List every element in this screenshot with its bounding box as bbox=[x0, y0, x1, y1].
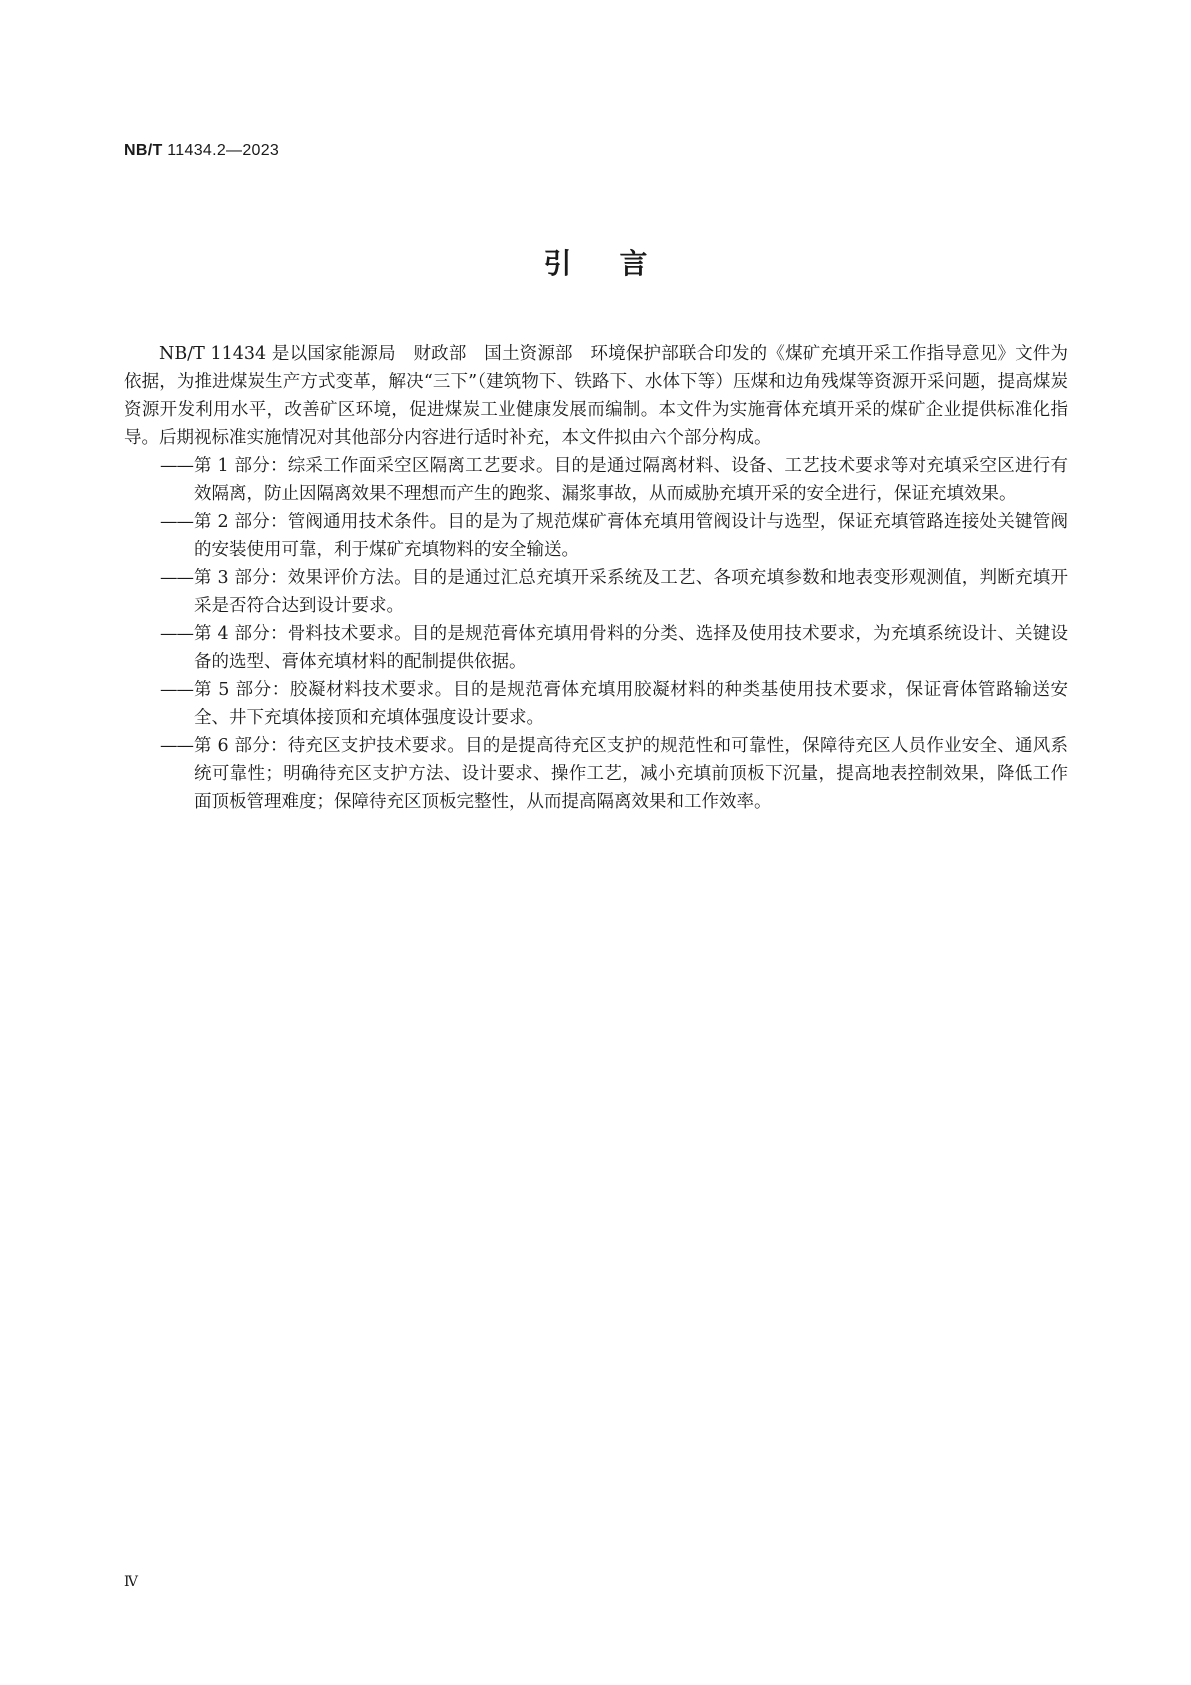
part-6-text: 第 6 部分：待充区支护技术要求。目的是提高待充区支护的规范性和可靠性，保障待充区人员作业安全、通风系统可靠性；明确待充区支护方法、设计要求、操作工艺，减小充填前顶板下沉量，提高地表控制效果，降低工作面顶板管理难度；保障待充区顶板完整性，从而提高隔离效果和工作效率。 bbox=[194, 736, 1068, 812]
standard-code-prefix: NB/T bbox=[124, 142, 163, 159]
list-dash: —— bbox=[160, 680, 193, 700]
page-title: 引言 bbox=[543, 247, 696, 280]
list-item bbox=[124, 508, 1068, 564]
part-3-text: 第 3 部分：效果评价方法。目的是通过汇总充填开采系统及工艺、各项充填参数和地表变形观测值，判断充填开采是否符合达到设计要求。 bbox=[194, 568, 1068, 616]
list-dash: —— bbox=[160, 512, 193, 532]
list-item bbox=[124, 676, 1068, 732]
part-1-text: 第 1 部分：综采工作面采空区隔离工艺要求。目的是通过隔离材料、设备、工艺技术要求等对充填采空区进行有效隔离，防止因隔离效果不理想而产生的跑浆、漏浆事故，从而威胁充填开采的安全进行，保证充填效果。 bbox=[194, 456, 1068, 504]
intro-paragraph: NB/T 11434 是以国家能源局 财政部 国土资源部 环境保护部联合印发的《煤矿充填开采工作指导意见》文件为依据，为推进煤炭生产方式变革，解决“三下”（建筑物下、铁路下、水体下等）压煤和边角残煤等资源开采问题，提高煤炭资源开发利用水平，改善矿区环境，促进煤炭工业健康发展而编制。本文件为实施膏体充填开采的煤矿企业提供标准化指导。后期视标准实施情况对其他部分内容进行适时补充，本文件拟由六个部分构成。 bbox=[124, 344, 1068, 448]
list-dash: —— bbox=[160, 624, 193, 644]
standard-code-number: 11434.2—2023 bbox=[167, 142, 280, 159]
list-item bbox=[124, 620, 1068, 676]
page-number: Ⅳ bbox=[124, 1574, 138, 1590]
list-dash: —— bbox=[160, 736, 193, 756]
list-dash: —— bbox=[160, 568, 193, 588]
part-4-text: 第 4 部分：骨料技术要求。目的是规范膏体充填用骨料的分类、选择及使用技术要求，为充填系统设计、关键设备的选型、膏体充填材料的配制提供依据。 bbox=[194, 624, 1068, 672]
standard-code bbox=[124, 142, 279, 160]
list-item bbox=[124, 564, 1068, 620]
document-body bbox=[124, 340, 1068, 816]
list-item bbox=[124, 452, 1068, 508]
list-dash: —— bbox=[160, 456, 193, 476]
list-item bbox=[124, 732, 1068, 816]
part-5-text: 第 5 部分：胶凝材料技术要求。目的是规范膏体充填用胶凝材料的种类基使用技术要求，保证膏体管路输送安全、井下充填体接顶和充填体强度设计要求。 bbox=[194, 680, 1068, 728]
part-2-text: 第 2 部分：管阀通用技术条件。目的是为了规范煤矿膏体充填用管阀设计与选型，保证充填管路连接处关键管阀的安装使用可靠，利于煤矿充填物料的安全输送。 bbox=[194, 512, 1068, 560]
parts-list bbox=[124, 452, 1068, 816]
